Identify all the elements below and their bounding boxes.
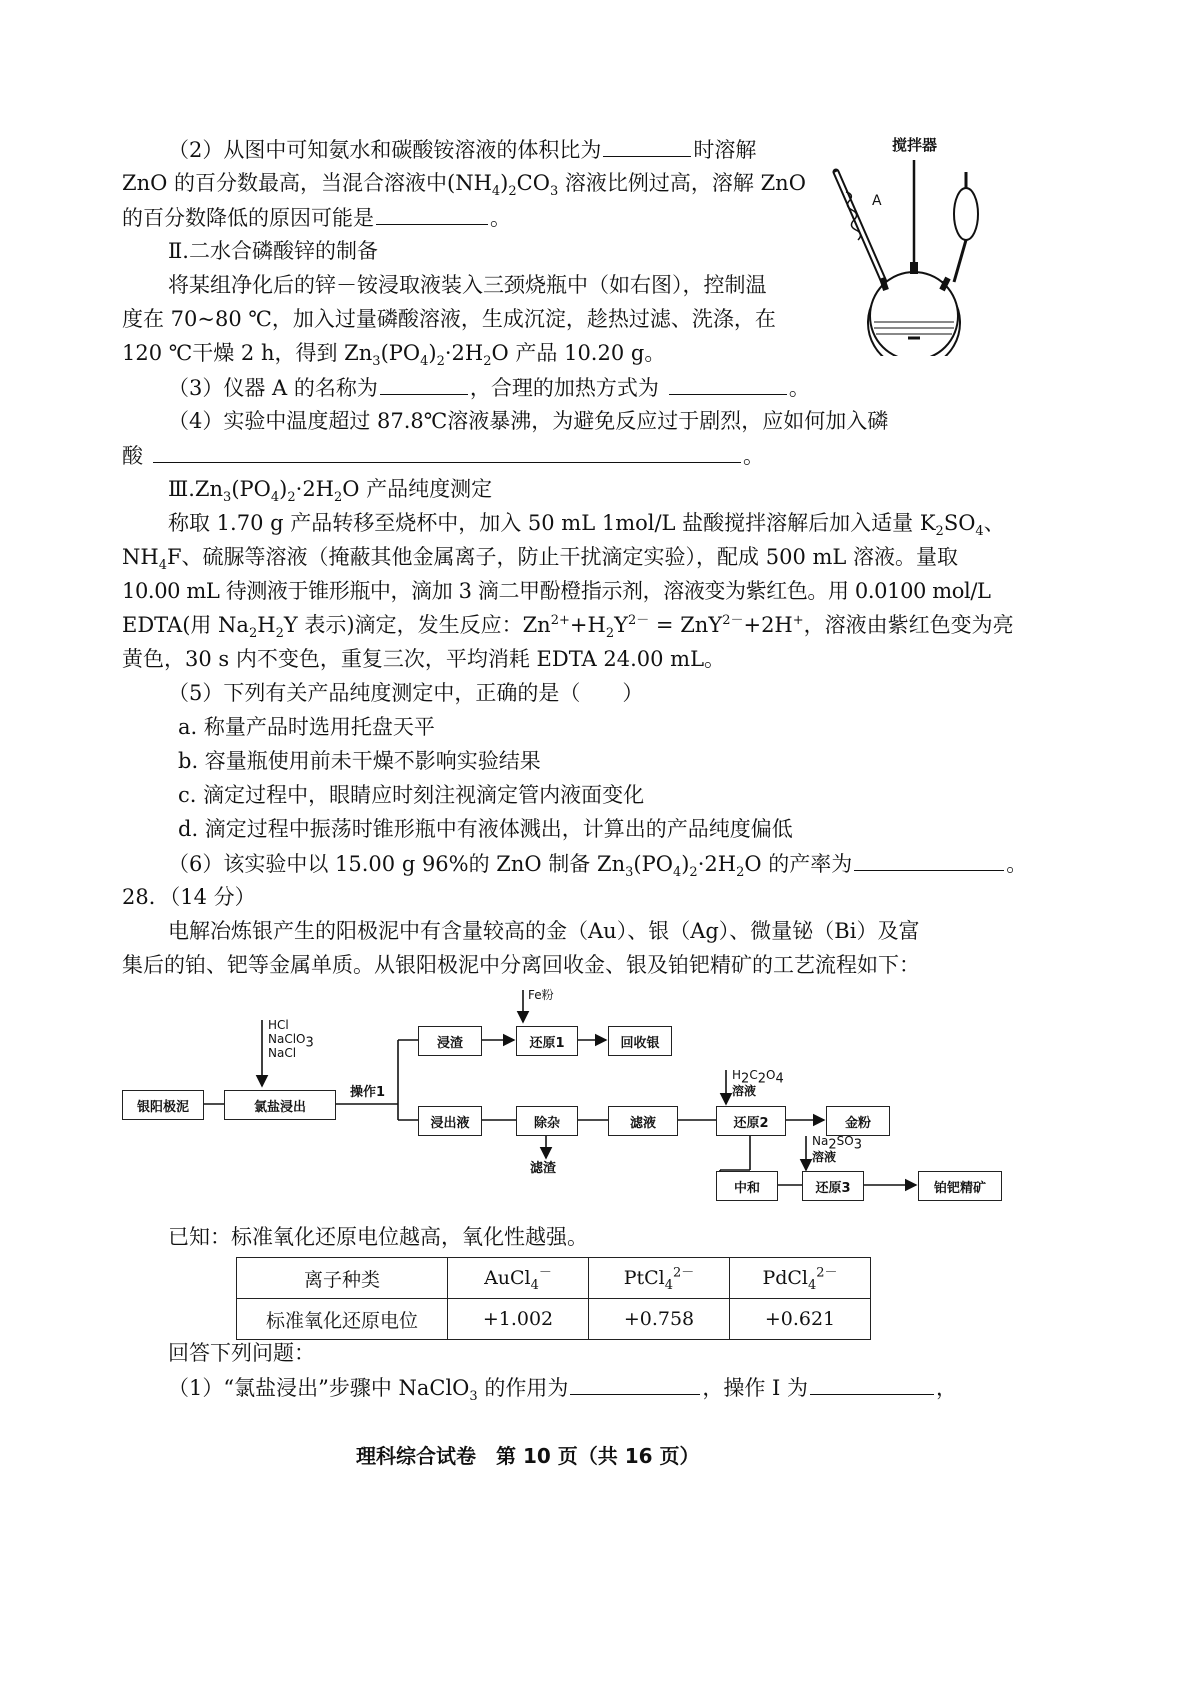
box-pt-pd-concentrate: 铂钯精矿: [918, 1171, 1002, 1201]
reagent-solution-2: 溶液: [812, 1150, 837, 1164]
q4-line2: 酸 。: [122, 440, 764, 471]
reagent-nacl: NaCl: [268, 1046, 297, 1060]
option-a[interactable]: a. 称量产品时选用托盘天平: [178, 715, 435, 739]
answer-blank[interactable]: [810, 1372, 934, 1395]
process-flowchart: [116, 990, 1016, 1210]
part3-p1: 称取 1.70 g 产品转移至烧杯中，加入 50 mL 1mol/L 盐酸搅拌溶解后加入适量 $K_2SO_4$、: [168, 511, 1005, 540]
answer-blank[interactable]: [669, 372, 787, 395]
box-reduction1: 还原1: [516, 1026, 578, 1056]
option-b[interactable]: b. 容量瓶使用前未干燥不影响实验结果: [178, 749, 541, 773]
reagent-hcl: HCl: [268, 1018, 289, 1032]
box-gold-powder: 金粉: [826, 1106, 890, 1136]
q2-line3: 的百分数降低的原因可能是 。: [122, 202, 511, 233]
answer-blank[interactable]: [854, 848, 1004, 871]
box-reduction2: 还原2: [716, 1106, 786, 1136]
q3: （3）仪器 A 的名称为 ，合理的加热方式为 。: [168, 372, 810, 403]
part3-p4: EDTA(用 $Na_2H_2Y$ 表示)滴定，发生反应：$Zn^{2+}+H_2Y^{2-} = ZnY^{2-}+2H^+$，溶液由紫红色变为亮: [122, 613, 1014, 642]
part2-heading: Ⅱ.二水合磷酸锌的制备: [168, 239, 378, 263]
q6: （6）该实验中以 15.00 g 96%的 ZnO 制备 $Zn_3(PO_4)_2\cdot 2H_2O$ 的产率为 。: [168, 848, 1027, 879]
part2-p2: 度在 70~80 ℃，加入过量磷酸溶液，生成沉淀，趁热过滤、洗涤，在: [122, 307, 776, 331]
reagent-fe: Fe粉: [528, 988, 554, 1002]
q28-intro2: 集后的铂、钯等金属单质。从银阳极泥中分离回收金、银及铂钯精矿的工艺流程如下：: [122, 953, 920, 977]
known-statement: 已知：标准氧化还原电位越高，氧化性越强。: [168, 1225, 588, 1249]
part3-p5: 黄色，30 s 内不变色，重复三次，平均消耗 EDTA 24.00 mL。: [122, 647, 726, 671]
box-neutralize: 中和: [716, 1171, 778, 1201]
reagent-naclo3: NaClO$_3$: [268, 1032, 314, 1051]
table-row: [237, 1299, 871, 1340]
option-d[interactable]: d. 滴定过程中振荡时锥形瓶中有液体溅出，计算出的产品纯度偏低: [178, 817, 793, 841]
answer-blank[interactable]: [603, 134, 691, 157]
row-label: 标准氧化还原电位: [237, 1299, 448, 1340]
stirrer-label: 搅拌器: [892, 136, 938, 154]
part2-p1: 将某组净化后的锌－铵浸取液装入三颈烧瓶中（如右图），控制温: [168, 273, 767, 297]
box-recovered-silver: 回收银: [608, 1026, 672, 1056]
answer-prompt: 回答下列问题：: [168, 1341, 315, 1365]
q2-line2: ZnO 的百分数最高，当混合溶液中$(NH_4)_2CO_3$ 溶液比例过高，溶解 ZnO: [122, 171, 806, 200]
answer-blank[interactable]: [380, 372, 468, 395]
box-reduction3: 还原3: [802, 1171, 864, 1201]
apparatus-a-label: A: [872, 193, 882, 209]
q28-number: 28．（14 分）: [122, 885, 256, 909]
header-aucl4: AuCl$_4$－: [448, 1258, 589, 1299]
part3-heading: $Ⅲ.Zn_3(PO_4)_2\cdot 2H_2O$ 产品纯度测定: [168, 477, 493, 506]
three-neck-flask-figure: [826, 132, 992, 356]
q5: （5）下列有关产品纯度测定中，正确的是（ ）: [168, 681, 644, 705]
box-filtrate: 滤液: [608, 1106, 678, 1136]
q2-line1: （2）从图中可知氨水和碳酸铵溶液的体积比为 时溶解: [168, 134, 756, 165]
part3-p3: 10.00 mL 待测液于锥形瓶中，滴加 3 滴二甲酚橙指示剂，溶液变为紫红色。用 0.0100 mol/L: [122, 579, 991, 603]
answer-blank[interactable]: [376, 202, 488, 225]
answer-blank[interactable]: [570, 1372, 700, 1395]
table-header-row: [237, 1258, 871, 1299]
answer-blank[interactable]: [153, 440, 741, 463]
operation1-label: 操作1: [350, 1085, 386, 1100]
box-leachate: 浸出液: [418, 1106, 482, 1136]
cell-pdcl4: +0.621: [730, 1299, 871, 1340]
filter-residue-label: 滤渣: [530, 1161, 557, 1176]
cell-ptcl4: +0.758: [589, 1299, 730, 1340]
page-footer: 理科综合试卷 第 10 页（共 16 页）: [356, 1444, 700, 1468]
box-anode-mud: 银阳极泥: [122, 1090, 204, 1120]
potential-table: [236, 1257, 871, 1340]
box-purification: 除杂: [516, 1106, 578, 1136]
part3-p2: $NH_4F$、硫脲等溶液（掩蔽其他金属离子，防止干扰滴定实验），配成 500 mL 溶液。量取: [122, 545, 959, 574]
q4-line1: （4）实验中温度超过 87.8℃溶液暴沸，为避免反应过于剧烈，应如何加入磷: [168, 409, 889, 433]
reagent-h2c2o4: $H_2C_2O_4$: [732, 1068, 784, 1087]
cell-aucl4: +1.002: [448, 1299, 589, 1340]
q28-intro1: 电解冶炼银产生的阳极泥中有含量较高的金（Au）、银（Ag）、微量铋（Bi）及富: [168, 919, 920, 943]
part2-p3: 120 ℃干燥 2 h，得到 $Zn_3(PO_4)_2\cdot 2H_2O$ 产品 10.20 g。: [122, 341, 666, 370]
header-ion-type: 离子种类: [237, 1258, 448, 1299]
box-chloride-leach: 氯盐浸出: [224, 1090, 336, 1120]
box-leach-residue: 浸渣: [418, 1026, 482, 1056]
reagent-na2so3: $Na_2SO_3$: [812, 1134, 862, 1153]
header-pdcl4: PdCl$_4^{2-}$: [730, 1258, 871, 1299]
option-c[interactable]: c. 滴定过程中，眼睛应时刻注视滴定管内液面变化: [178, 783, 645, 807]
header-ptcl4: PtCl$_4^{2-}$: [589, 1258, 730, 1299]
q28-1: （1）“氯盐浸出”步骤中 NaClO$_3$ 的作用为 ，操作 I 为 ，: [168, 1372, 957, 1403]
reagent-solution-1: 溶液: [732, 1084, 757, 1098]
